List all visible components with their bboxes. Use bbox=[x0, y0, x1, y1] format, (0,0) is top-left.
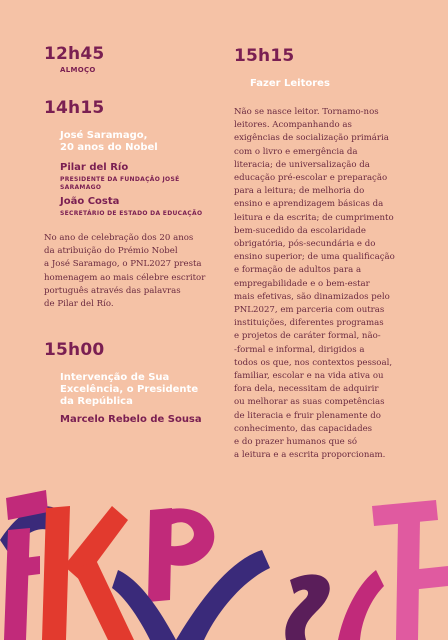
president-name: Marcelo Rebelo de Sousa bbox=[60, 414, 202, 425]
paragraph-line: empregabilidade e o bem-estar bbox=[234, 278, 370, 289]
decorative-letters-art bbox=[0, 470, 448, 640]
speaker-role-joao: SECRETÁRIO DE ESTADO DA EDUCAÇÃO bbox=[60, 210, 203, 217]
paragraph-line: e formação de adultos para a bbox=[234, 265, 362, 276]
section-title-fazer-leitores: Fazer Leitores bbox=[250, 78, 330, 89]
paragraph-line: mais efetivas, são dinamizados pelo bbox=[234, 291, 390, 302]
president-title-line: da República bbox=[60, 396, 133, 407]
speaker-name-joao: João Costa bbox=[60, 196, 120, 207]
paragraph-line: fora dela, necessitam de adquirir bbox=[234, 384, 379, 395]
paragraph-line: homenagem ao mais célebre escritor bbox=[44, 272, 206, 283]
time-1500: 15h00 bbox=[44, 340, 105, 360]
speaker-role-pilar-line2: SARAMAGO bbox=[60, 184, 102, 191]
paragraph-line: e do prazer humanos que só bbox=[234, 437, 358, 448]
paragraph-line: ensino e aprendizagem básicas da bbox=[234, 199, 384, 210]
paragraph-line: bem-sucedido da escolaridade bbox=[234, 225, 366, 236]
paragraph-line: a José Saramago, o PNL2027 presta bbox=[44, 259, 202, 270]
tribute-paragraph bbox=[44, 232, 224, 311]
paragraph-line: todos os que, nos contextos pessoal, bbox=[234, 357, 393, 368]
fazer-leitores-paragraph bbox=[234, 106, 434, 462]
painted-stroke bbox=[285, 574, 329, 640]
paragraph-line: com o livro e emergência da bbox=[234, 146, 358, 157]
speaker-name-pilar: Pilar del Río bbox=[60, 162, 129, 173]
time-1415: 14h15 bbox=[44, 98, 105, 118]
paragraph-line: educação pré-escolar e preparação bbox=[234, 173, 388, 184]
painted-stroke bbox=[166, 508, 214, 565]
paragraph-line: da atribuição do Prémio Nobel bbox=[44, 246, 178, 257]
paragraph-line: de literacia e fruir plenamente do bbox=[234, 410, 381, 421]
paragraph-line: Não se nasce leitor. Tornamo-nos bbox=[234, 107, 379, 117]
lunch-label: ALMOÇO bbox=[60, 66, 96, 74]
painted-stroke bbox=[410, 566, 448, 590]
painted-stroke bbox=[4, 528, 30, 640]
paragraph-line: para a leitura; de melhoria do bbox=[234, 186, 365, 197]
paragraph-line: conhecimento, das capacidades bbox=[234, 423, 373, 434]
paragraph-line: -formal e informal, dirigidos a bbox=[234, 344, 365, 355]
paragraph-line: português através das palavras bbox=[44, 285, 181, 296]
paragraph-line: leitura e da escrita; de cumprimento bbox=[234, 212, 394, 223]
painted-stroke bbox=[338, 570, 384, 640]
president-title bbox=[60, 372, 198, 408]
time-1245: 12h45 bbox=[44, 44, 105, 64]
painted-stroke bbox=[42, 506, 70, 640]
paragraph-line: instituições, diferentes programas bbox=[234, 318, 384, 329]
paragraph-line: No ano de celebração dos 20 anos bbox=[44, 233, 194, 243]
paragraph-line: ensino superior; de uma qualificação bbox=[234, 252, 395, 263]
paragraph-line: ou melhorar as suas competências bbox=[234, 397, 385, 408]
speaker-role-pilar-line1: PRESIDENTE DA FUNDAÇÃO JOSÉ bbox=[60, 176, 180, 183]
paragraph-line: PNL2027, em parceria com outras bbox=[234, 305, 385, 316]
paragraph-line: exigências de socialização primária bbox=[234, 133, 389, 144]
paragraph-line: leitores. Acompanhando as bbox=[234, 120, 352, 131]
paragraph-line: familiar, escolar e na vida ativa ou bbox=[234, 371, 384, 382]
paragraph-line: obrigatória, pós-secundária e do bbox=[234, 239, 376, 250]
session-title-line1: José Saramago, bbox=[60, 130, 148, 141]
paragraph-line: literacia; de universalização da bbox=[234, 159, 370, 170]
paragraph-line: de Pilar del Río. bbox=[44, 299, 114, 310]
session-title-line2: 20 anos do Nobel bbox=[60, 142, 158, 153]
paragraph-line: a leitura e a escrita proporcionam. bbox=[234, 450, 386, 461]
paragraph-line: e projetos de caráter formal, não- bbox=[234, 331, 381, 342]
president-title-line: Excelência, o Presidente bbox=[60, 384, 199, 395]
president-title-line: Intervenção de Sua bbox=[60, 372, 170, 383]
time-1515: 15h15 bbox=[234, 46, 295, 66]
